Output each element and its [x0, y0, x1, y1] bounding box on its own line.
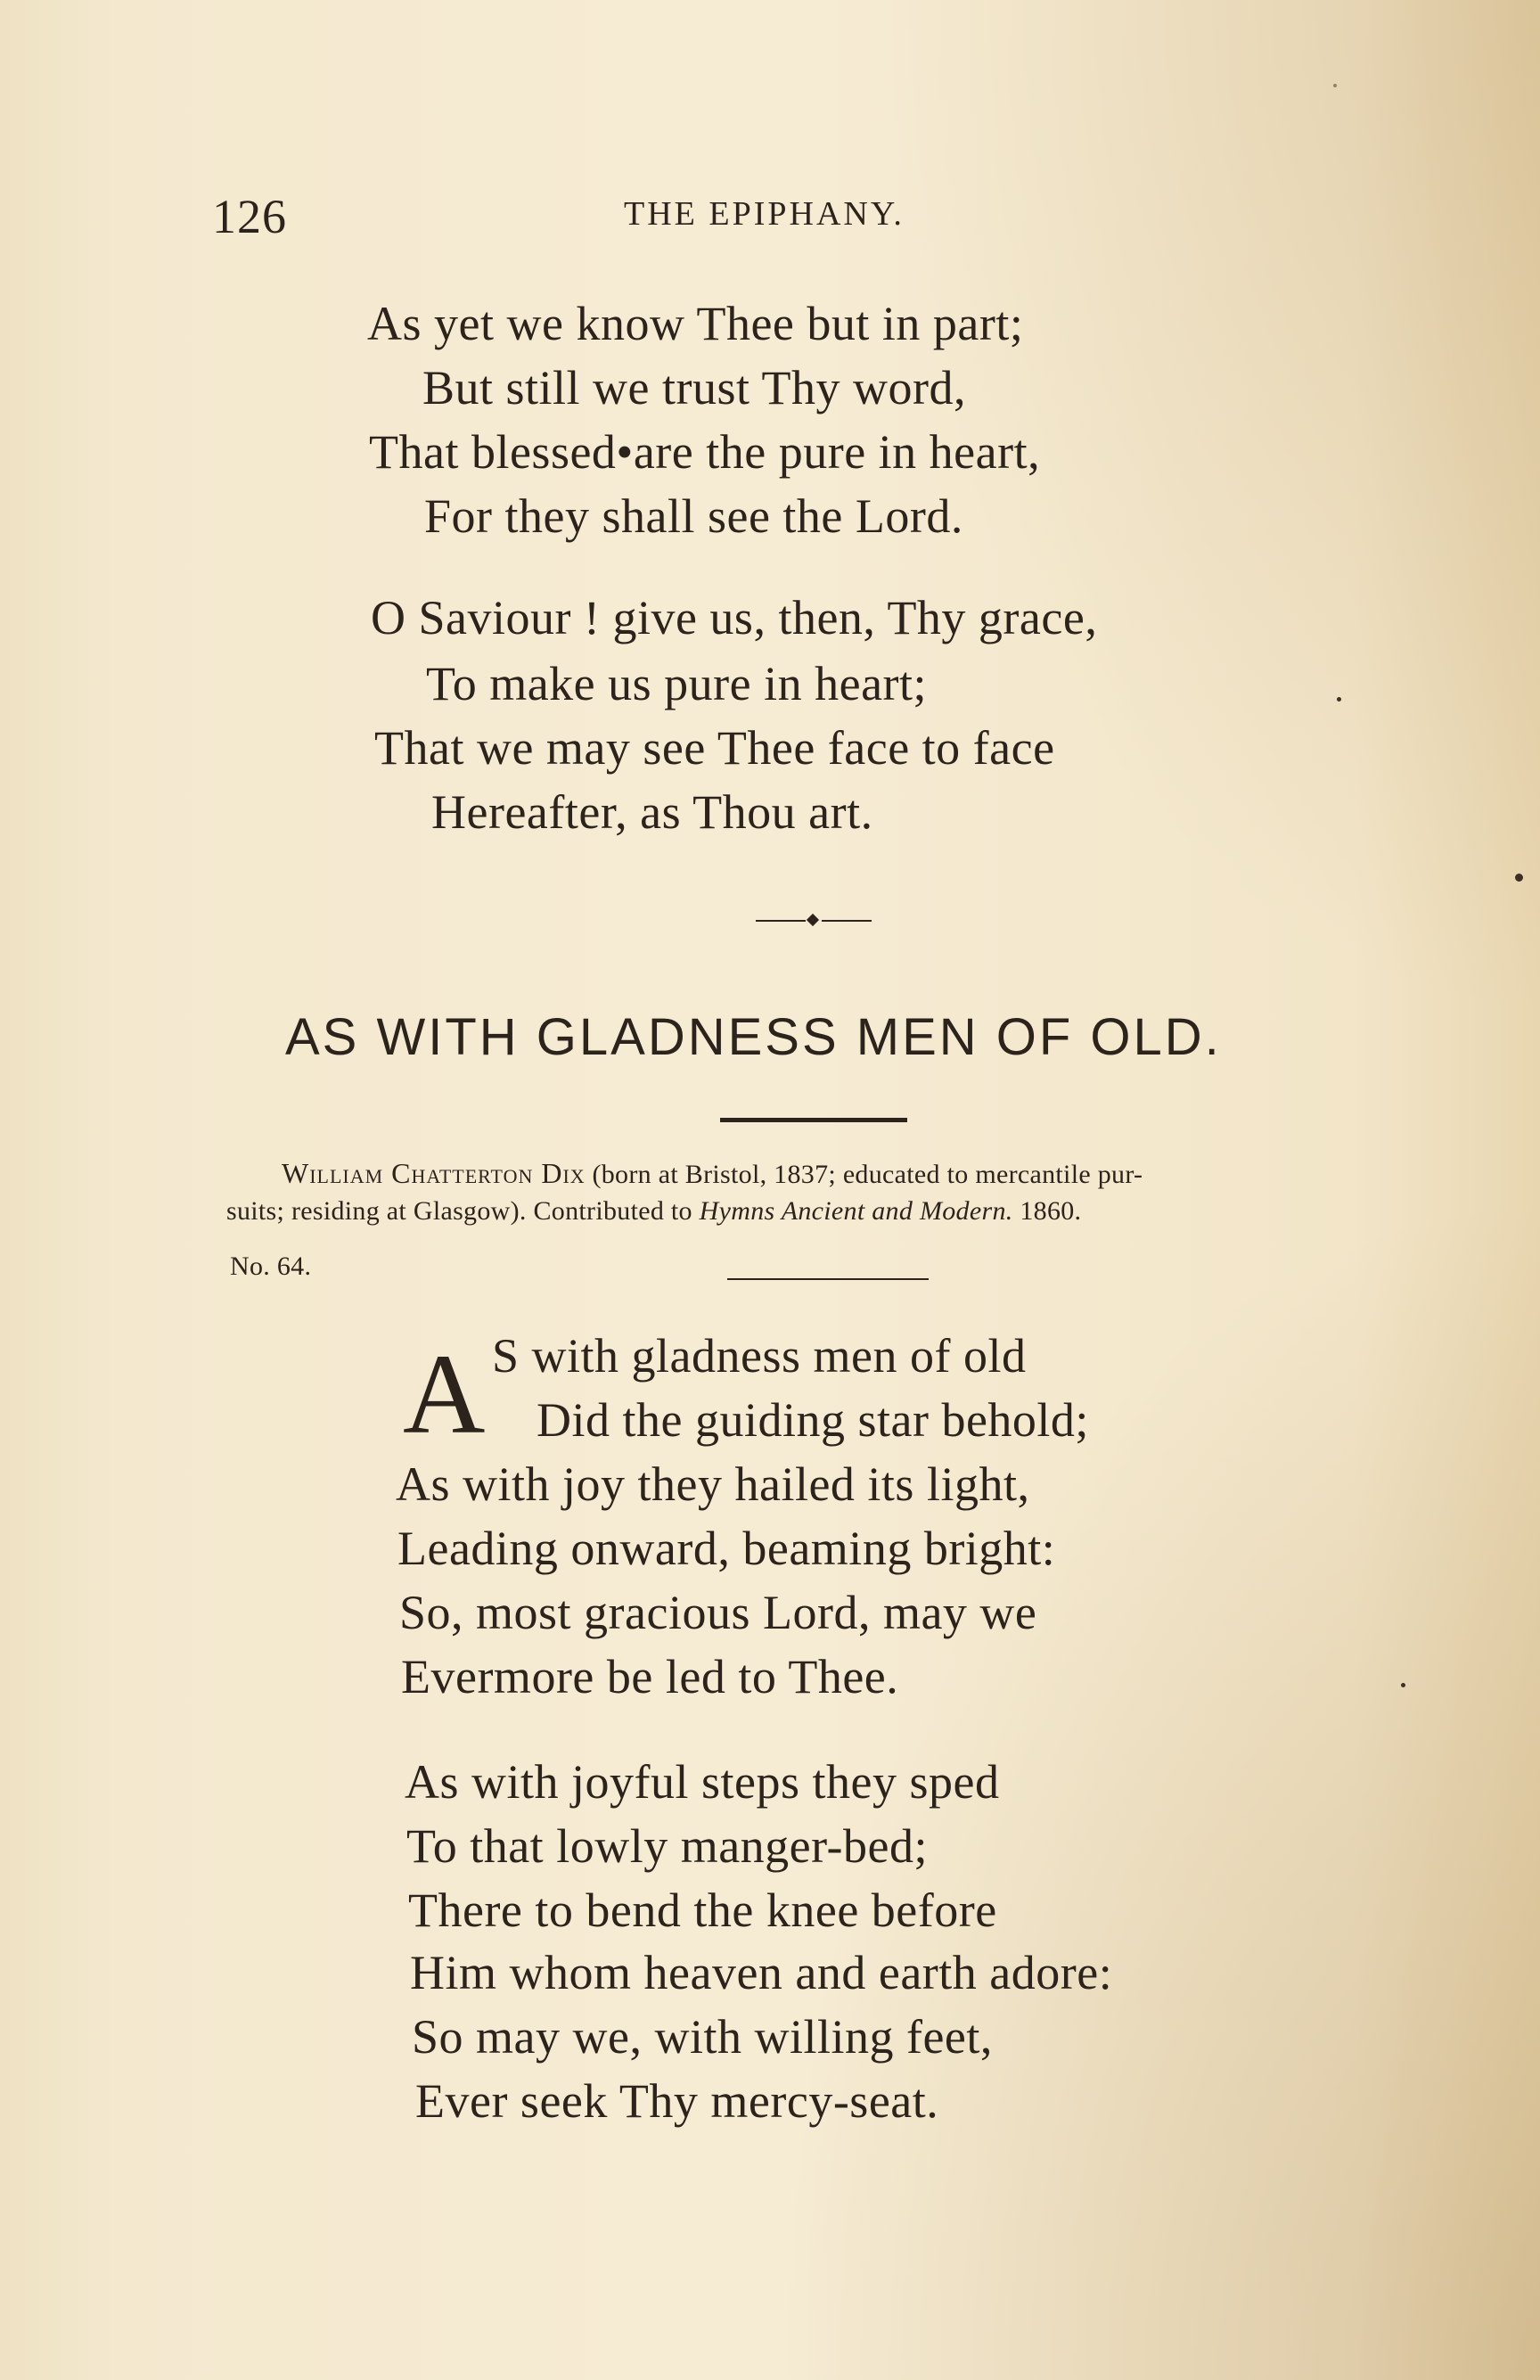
- paper-speck: [1401, 1683, 1405, 1687]
- paper-speck: [1337, 697, 1341, 702]
- running-head: THE EPIPHANY.: [624, 195, 905, 233]
- title-rule: [720, 1118, 907, 1122]
- drop-cap: A: [403, 1331, 486, 1457]
- verse-line: To that lowly manger-bed;: [406, 1819, 928, 1873]
- diamond-icon: [807, 914, 819, 926]
- verse-line: So, most gracious Lord, may we: [399, 1586, 1037, 1639]
- verse-line: Did the guiding star behold;: [537, 1393, 1089, 1447]
- verse-line: As yet we know Thee but in part;: [367, 297, 1024, 350]
- page-number: 126: [212, 190, 287, 243]
- author-note-line-2: [226, 1198, 1081, 1225]
- hymn-number: No. 64.: [230, 1252, 312, 1281]
- author-note-text: suits; residing at Glasgow). Contributed to: [226, 1196, 700, 1226]
- paper-speck: [1515, 874, 1523, 882]
- verse-line: As with joy they hailed its light,: [396, 1457, 1030, 1511]
- verse-line: To make us pure in heart;: [426, 657, 928, 710]
- verse-line: For they shall see the Lord.: [424, 489, 963, 543]
- source-title: Hymns Ancient and Modern.: [699, 1196, 1013, 1226]
- author-bio: (born at Bristol, 1837; educated to mercantile pur-: [585, 1160, 1143, 1189]
- verse-line: O Saviour ! give us, then, Thy grace,: [371, 591, 1098, 644]
- verse-line: That we may see Thee face to face: [374, 721, 1055, 775]
- author-note-line-1: [282, 1159, 1143, 1188]
- verse-line: Hereafter, as Thou art.: [431, 785, 873, 839]
- note-rule: [727, 1278, 929, 1280]
- verse-line: Evermore be led to Thee.: [401, 1650, 899, 1703]
- verse-line: Him whom heaven and earth adore:: [410, 1946, 1113, 1999]
- verse-line: S with gladness men of old: [492, 1329, 1027, 1383]
- verse-line: Ever seek Thy mercy-seat.: [415, 2074, 939, 2128]
- hymn-title: AS WITH GLADNESS MEN OF OLD.: [285, 1008, 1222, 1066]
- verse-line: As with joyful steps they sped: [405, 1755, 1000, 1809]
- verse-line: Leading onward, beaming bright:: [397, 1522, 1056, 1575]
- author-name: William Chatterton Dix: [282, 1157, 586, 1189]
- verse-line: So may we, with willing feet,: [412, 2010, 993, 2064]
- ornament-divider: [756, 915, 872, 927]
- verse-line: That blessed•are the pure in heart,: [369, 425, 1041, 479]
- verse-line: There to bend the knee before: [408, 1883, 997, 1937]
- source-year: 1860.: [1012, 1196, 1082, 1226]
- verse-line: But still we trust Thy word,: [422, 361, 967, 414]
- paper-speck: [1333, 84, 1337, 87]
